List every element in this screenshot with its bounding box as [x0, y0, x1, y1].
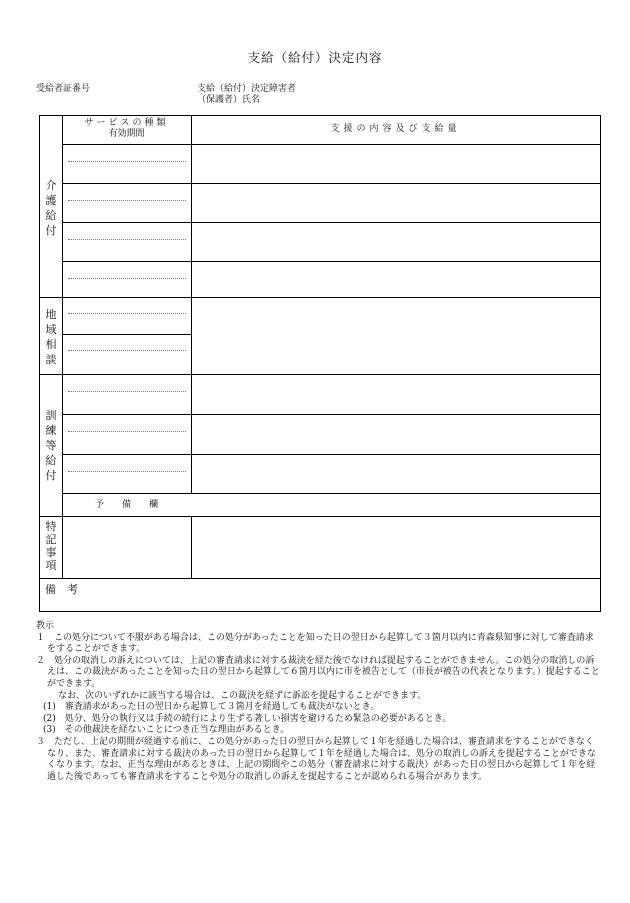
instruction-sub-3: (3) その他裁決を経ないことにつき正当な理由があるとき。	[43, 725, 290, 736]
reserve-column-label: 予 備 欄	[94, 500, 158, 510]
instruction-sub-1: (1) 審査請求があった日の翌日から起算して３箇月を経過しても裁決がないとき。	[43, 702, 380, 713]
page-title: 支給（給付）決定内容	[247, 50, 383, 65]
instruction-item-1: １ この処分について不服がある場合は、この処分があったことを知った日の翌日から起算して３箇月以内に青森県知事に対して審査請求をすることができます。	[36, 632, 594, 655]
instruction-item-3: ３ ただし、上記の期間が経過する前に、この処分があった日の翌日から起算して１年を経過した場合は、審査請求をすることができなくなり、また、審査請求に対する裁決のあった日の翌日から起算して１年を経過した場合は、処分の取消しの訴えを提起することができなくなります。なお、正当な理由があるときは、上記の期間やこの処分（審査請求に対する裁決）があった日の翌日から起算して１年を経過した後であっても審査請求をすることや処分の取消しの訴えを提起することが認められる場合があります。	[36, 736, 596, 782]
service-column-divider	[191, 116, 192, 493]
recipient-name-label-line1: 支給（給付）決定障害者	[197, 84, 297, 94]
tokki-column-divider	[191, 516, 192, 578]
decision-table	[39, 115, 601, 612]
instruction-sub-2: (2) 処分、処分の執行又は手続の続行により生ずる著しい損害を避けるため緊急の必要があるとき。	[43, 713, 452, 724]
instruction-item-2: ２ 処分の取消しの訴えについては、上記の審査請求に対する裁決を経た後でなければ提起することができません。この処分の取消しの訴えは、この裁決があったことを知った日の翌日から起算して６箇月以内に市を被告として（市長が被告の代表となります。）提起することができます。	[36, 655, 600, 689]
instructions	[36, 621, 602, 783]
recipient-name-label-line2: （保護者）氏名	[197, 95, 261, 105]
remarks-label: 備 考	[45, 583, 78, 596]
header-divider	[62, 144, 600, 145]
section-label-chiiki: 地 域 相 談	[45, 308, 57, 366]
section-label-kunren: 訓 練 等 給 付	[45, 409, 57, 482]
instruction-item-2-note: なお、次のいずれかに該当する場合は、この裁決を経ずに訴訟を提起することができます。	[58, 690, 427, 701]
certificate-number-label: 受給者証番号	[36, 84, 91, 94]
section-label-kaigo: 介 護 給 付	[45, 179, 57, 237]
section-label-tokki: 特 記 事 項	[45, 520, 57, 572]
valid-period-header: 有効期間	[108, 129, 145, 139]
support-content-header: 支援の内容及び支給量	[330, 124, 461, 134]
service-type-header: サービスの種類	[84, 118, 169, 128]
instructions-heading: 教示	[36, 621, 55, 631]
